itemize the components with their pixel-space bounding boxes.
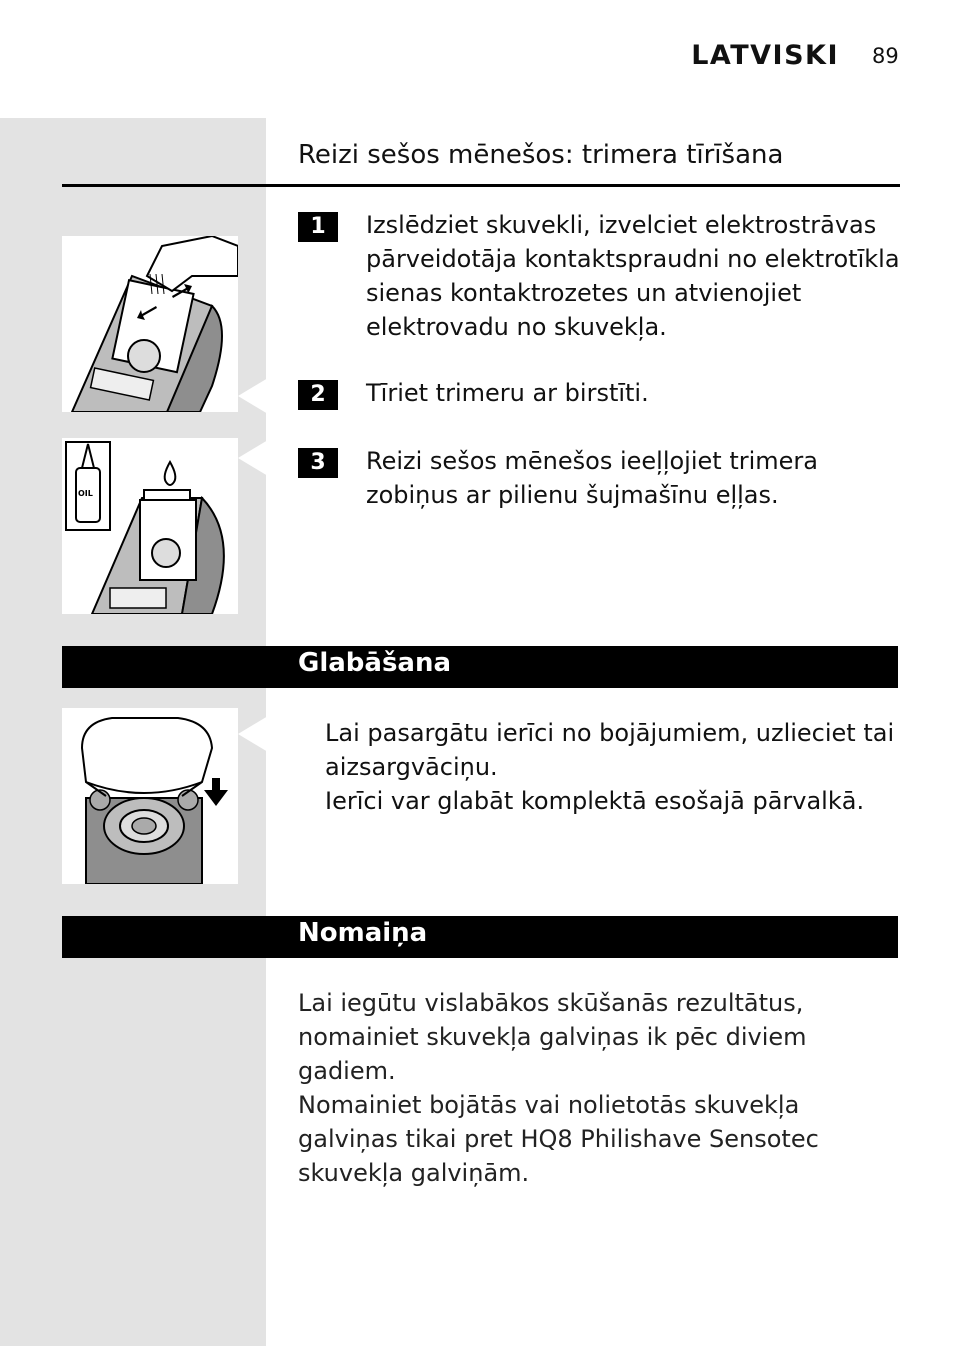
step-number: 3 <box>298 448 338 478</box>
storage-text-2: Ierīci var glabāt komplektā esošajā pārvalkā. <box>325 787 865 815</box>
storage-text-1: Lai pasargātu ierīci no bojājumiem, uzlieciet tai aizsargvāciņu. <box>325 719 895 781</box>
replacement-paragraph-1: Lai iegūtu vislabākos skūšanās rezultātus, nomainiet skuvekļa galviņas ik pēc diviem gadiem. <box>298 989 807 1085</box>
step-3 <box>298 448 898 528</box>
illustration-protection-cap <box>62 708 238 884</box>
section-rule <box>62 184 900 187</box>
section-title-replacement: Nomaiņa <box>298 918 428 948</box>
language-label: LATVISKI <box>691 40 839 71</box>
pointer-triangle <box>238 440 268 476</box>
step-1 <box>298 212 898 342</box>
section-title-storage: Glabāšana <box>298 648 452 678</box>
step-text: Izslēdziet skuvekli, izvelciet elektrostrāvas pārveidotāja kontaktspraudni no elektrotīkla sienas kontaktrozetes un atvienojiet elektrovadu no skuvekļa. <box>366 211 900 341</box>
step-number: 2 <box>298 380 338 410</box>
pointer-triangle <box>238 716 268 752</box>
oil-bottle-label: OIL <box>78 489 93 498</box>
pointer-triangle <box>238 378 268 414</box>
step-number: 1 <box>298 212 338 242</box>
replacement-paragraph-2: Nomainiet bojātās vai nolietotās skuvekļa galviņas tikai pret HQ8 Philishave Sensotec skuvekļa galviņām. <box>298 1091 819 1187</box>
step-2 <box>298 380 898 420</box>
section-band-replacement <box>62 916 898 958</box>
page-number: 89 <box>872 44 899 68</box>
illustration-brush-trimmer <box>62 236 238 412</box>
step-text: Tīriet trimeru ar birstīti. <box>366 379 649 407</box>
section-title-trimmer-cleaning: Reizi sešos mēnešos: trimera tīrīšana <box>298 140 784 170</box>
illustration-oil-trimmer <box>62 438 238 614</box>
step-text: Reizi sešos mēnešos ieeļļojiet trimera zobiņus ar pilienu šujmašīnu eļļas. <box>366 447 818 509</box>
section-band-storage <box>62 646 898 688</box>
